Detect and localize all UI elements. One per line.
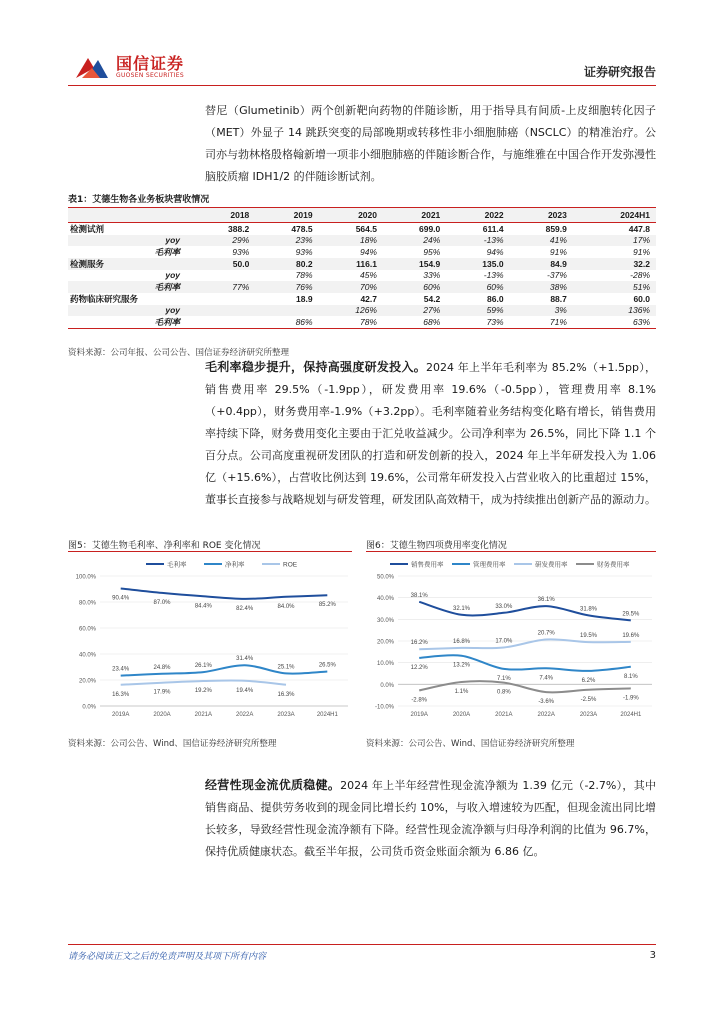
x-tick-label: 2019A bbox=[111, 712, 130, 718]
data-label: 17.0% bbox=[495, 638, 513, 645]
data-label: 1.1% bbox=[454, 688, 469, 695]
legend-label: ROE bbox=[283, 561, 298, 569]
table-cell: 91% bbox=[632, 246, 650, 257]
series-line-2 bbox=[121, 681, 286, 685]
data-label: 31.4% bbox=[236, 656, 254, 663]
data-label: 0.8% bbox=[496, 689, 511, 696]
y-tick-label: 60.0% bbox=[78, 626, 96, 633]
table-cell: 86.0 bbox=[487, 293, 504, 304]
y-tick-label: -10.0% bbox=[374, 704, 394, 711]
table-row bbox=[68, 235, 656, 246]
x-tick-label: 2024H1 bbox=[620, 712, 642, 718]
guosen-logo-icon bbox=[72, 54, 112, 82]
table-row-label: 药物临床研究服务 bbox=[70, 293, 139, 304]
fig5-source: 资料来源：公司公告、Wind、国信证券经济研究所整理 bbox=[68, 739, 277, 749]
table-cell: 50.0 bbox=[192, 258, 255, 270]
table-row-label: 毛利率 bbox=[154, 246, 180, 257]
table-cell: 126% bbox=[319, 305, 383, 316]
table-column-header: 2023 bbox=[510, 208, 573, 223]
table-cell: 41% bbox=[510, 235, 573, 246]
data-label: 87.0% bbox=[153, 599, 171, 606]
table-row bbox=[68, 293, 656, 305]
data-label: 17.9% bbox=[153, 689, 171, 696]
table-cell: 95% bbox=[423, 246, 441, 257]
table-row-label: 检测试剂 bbox=[70, 224, 105, 234]
table-cell: 29% bbox=[192, 235, 255, 246]
table-cell: 93% bbox=[295, 246, 313, 257]
data-label: 24.8% bbox=[153, 664, 171, 671]
table-cell: -28% bbox=[630, 270, 650, 281]
y-tick-label: 20.0% bbox=[78, 678, 96, 685]
table-row-label: 毛利率 bbox=[68, 316, 192, 329]
table-cell: 94% bbox=[359, 246, 377, 257]
table-column-header: 2022 bbox=[446, 208, 509, 223]
data-label: 25.1% bbox=[277, 664, 295, 671]
data-label: 13.2% bbox=[452, 662, 471, 669]
table-cell: 27% bbox=[383, 305, 446, 316]
table-cell: 93% bbox=[232, 246, 250, 257]
table-row-label: yoy bbox=[68, 235, 192, 246]
data-label: 38.1% bbox=[410, 592, 428, 599]
data-label: 29.5% bbox=[622, 611, 640, 618]
legend-label: 销售费用率 bbox=[411, 561, 444, 569]
data-label: -2.8% bbox=[411, 697, 428, 704]
table1-source: 资料来源：公司年报、公司公告、国信证券经济研究所整理 bbox=[68, 348, 290, 358]
x-tick-label: 2020A bbox=[153, 712, 171, 718]
data-label: 85.2% bbox=[318, 602, 336, 609]
table-cell: 24% bbox=[383, 235, 446, 246]
table-cell: 154.9 bbox=[383, 258, 446, 270]
table-cell: 84.9 bbox=[510, 258, 573, 270]
table-cell: 447.8 bbox=[628, 224, 650, 234]
table-header-row bbox=[68, 208, 656, 223]
table-header-empty bbox=[68, 208, 192, 223]
series-line-0 bbox=[121, 589, 328, 599]
x-tick-label: 2022A bbox=[235, 712, 254, 718]
x-tick-label: 2022A bbox=[537, 712, 555, 718]
y-tick-label: 100.0% bbox=[75, 574, 96, 581]
data-label: 6.2% bbox=[581, 677, 596, 684]
table-column-header: 2024H1 bbox=[573, 208, 656, 223]
table-row bbox=[68, 305, 656, 316]
table-cell: 17% bbox=[573, 235, 656, 246]
paragraph-body: 2024 年上半年毛利率为 85.2%（+1.5pp），销售费用率 29.5%（-1.9pp），研发费用率 19.6%（-0.5pp），管理费用率 8.1%（+0.4pp），财务费用率-1.9%（+3.2pp）。毛利率随着业务结构变化略有增长，销售费用率持续下降，财务费用变化主要由于汇兑收益减少。公司净利率为 26.5%，同比下降 1.1 个百分点。公司高度重视研发团队的打造和研发创新的投入，2024 年上半年研发投入为 1.06 亿（+15.6%），占营收比例达到 19.6%，公司常年研发投入占营业收入的比重超过 15%，董事长直接参与战略规划与研发管理，研发团队高效精干，成为持续推出创新产品的源动力。 bbox=[205, 361, 656, 506]
table-cell: -37% bbox=[547, 270, 567, 281]
data-label: 84.0% bbox=[277, 603, 295, 610]
table-cell: -13% bbox=[483, 270, 504, 281]
data-label: 19.5% bbox=[579, 633, 598, 640]
logo-chinese-name: 国信证券 bbox=[116, 54, 185, 73]
table-cell: 68% bbox=[383, 316, 446, 329]
table-cell: 60% bbox=[383, 281, 446, 293]
table-cell: 699.0 bbox=[419, 224, 441, 234]
table-cell: 60.0 bbox=[633, 293, 650, 304]
data-label: 36.1% bbox=[537, 597, 555, 604]
table-column-header: 2019 bbox=[255, 208, 318, 223]
table-cell: 51% bbox=[573, 281, 656, 293]
fig6-title-rule bbox=[366, 551, 656, 552]
data-label: 82.4% bbox=[236, 605, 254, 612]
table-cell: 78% bbox=[295, 270, 313, 281]
data-label: 20.7% bbox=[537, 630, 555, 637]
y-tick-label: 40.0% bbox=[78, 652, 96, 659]
table-cell: 859.9 bbox=[545, 224, 567, 234]
x-tick-label: 2024H1 bbox=[316, 712, 338, 718]
y-tick-label: 80.0% bbox=[78, 600, 96, 607]
table-cell bbox=[192, 305, 255, 316]
table-row bbox=[68, 223, 656, 236]
data-label: 84.4% bbox=[194, 603, 212, 610]
table-row bbox=[68, 281, 656, 293]
table-column-header: 2020 bbox=[319, 208, 383, 223]
data-label: 32.1% bbox=[452, 605, 471, 612]
table-cell: 91% bbox=[549, 246, 567, 257]
table-cell: 45% bbox=[359, 270, 377, 281]
table-cell: 54.2 bbox=[423, 293, 441, 304]
legend-label: 研发费用率 bbox=[535, 561, 568, 569]
data-label: 16.2% bbox=[410, 640, 428, 647]
paragraph-body: 2024 年上半年经营性现金流净额为 1.39 亿元（-2.7%），其中销售商品、提供劳务收到的现金同比增长约 10%，与收入增速较为匹配，但现金流出同比增长较多，导致经营性现金流净额有下降。经营性现金流净额与归母净利润的比值为 96.7%，保持优质健康状态。截至半年报，公司货币资金账面余额为 6.86 亿。 bbox=[205, 779, 656, 858]
table-row bbox=[68, 316, 656, 329]
data-label: 16.8% bbox=[452, 638, 471, 645]
table-cell: 42.7 bbox=[360, 293, 377, 304]
legend-label: 净利率 bbox=[225, 561, 245, 569]
series-line-3 bbox=[419, 681, 631, 692]
report-type-label: 证券研究报告 bbox=[583, 65, 656, 79]
data-label: 16.3% bbox=[277, 691, 295, 698]
table-cell: 564.5 bbox=[355, 224, 377, 234]
series-line-1 bbox=[121, 665, 328, 675]
x-tick-label: 2023A bbox=[277, 712, 295, 718]
logo-english-name: GUOSEN SECURITIES bbox=[116, 72, 185, 79]
data-label: -1.9% bbox=[622, 695, 639, 702]
table-cell: 33% bbox=[423, 270, 441, 281]
table-row-label: 检测服务 bbox=[68, 258, 192, 270]
legend-label: 财务费用率 bbox=[597, 561, 630, 569]
data-label: -2.5% bbox=[580, 696, 597, 703]
y-tick-label: 50.0% bbox=[376, 574, 394, 581]
data-label: 19.4% bbox=[236, 687, 254, 694]
table-cell bbox=[255, 305, 318, 316]
x-tick-label: 2021A bbox=[495, 712, 513, 718]
table-cell: 59% bbox=[446, 305, 509, 316]
x-tick-label: 2023A bbox=[579, 712, 598, 718]
paragraph-lead: 毛利率稳步提升，保持高强度研发投入。 bbox=[205, 360, 426, 374]
table-row bbox=[68, 258, 656, 270]
cashflow-paragraph bbox=[205, 774, 656, 863]
data-label: -3.6% bbox=[538, 699, 555, 706]
series-line-1 bbox=[419, 655, 631, 671]
y-tick-label: 30.0% bbox=[376, 617, 394, 624]
data-label: 33.0% bbox=[495, 603, 513, 610]
data-label: 31.8% bbox=[579, 606, 598, 613]
footer-disclaimer: 请务必阅读正文之后的免责声明及其项下所有内容 bbox=[68, 952, 267, 962]
table-cell: 38% bbox=[510, 281, 573, 293]
y-tick-label: 0.0% bbox=[82, 704, 96, 711]
table-cell: 71% bbox=[510, 316, 573, 329]
footer-divider bbox=[68, 944, 656, 945]
table-cell: 32.2 bbox=[573, 258, 656, 270]
data-label: 26.1% bbox=[194, 663, 212, 670]
table-cell: 60% bbox=[446, 281, 509, 293]
data-label: 16.3% bbox=[112, 691, 130, 698]
y-tick-label: 40.0% bbox=[376, 596, 394, 603]
table-cell: 611.4 bbox=[482, 224, 504, 234]
table-cell: 88.7 bbox=[550, 293, 567, 304]
data-label: 7.1% bbox=[496, 675, 511, 682]
table-cell: 73% bbox=[446, 316, 509, 329]
fig6-source: 资料来源：公司公告、Wind、国信证券经济研究所整理 bbox=[366, 739, 575, 749]
table-cell: 3% bbox=[510, 305, 573, 316]
fig5-title: 图5：艾德生物毛利率、净利率和 ROE 变化情况 bbox=[68, 541, 261, 551]
table-row-label: yoy bbox=[68, 305, 192, 316]
data-label: 90.4% bbox=[112, 595, 130, 602]
table-column-header: 2021 bbox=[383, 208, 446, 223]
y-tick-label: 0.0% bbox=[380, 682, 394, 689]
table-cell: 76% bbox=[255, 281, 318, 293]
page-number: 3 bbox=[649, 950, 656, 961]
table-cell: 94% bbox=[486, 246, 504, 257]
table-cell: 18.9 bbox=[296, 293, 313, 304]
data-label: 8.1% bbox=[623, 673, 638, 680]
y-tick-label: 20.0% bbox=[376, 639, 394, 646]
table-cell: 63% bbox=[573, 316, 656, 329]
table-cell: 23% bbox=[255, 235, 318, 246]
legend-label: 毛利率 bbox=[167, 561, 187, 569]
table-cell: 478.5 bbox=[291, 224, 313, 234]
fig5-title-rule bbox=[68, 551, 352, 552]
table-cell bbox=[192, 316, 255, 329]
table-row bbox=[68, 246, 656, 258]
table-cell: 70% bbox=[319, 281, 383, 293]
y-tick-label: 10.0% bbox=[376, 661, 394, 668]
x-tick-label: 2021A bbox=[194, 712, 213, 718]
x-tick-label: 2019A bbox=[410, 712, 428, 718]
legend-label: 管理费用率 bbox=[473, 561, 506, 569]
table-row bbox=[68, 270, 656, 281]
table-cell: 136% bbox=[573, 305, 656, 316]
data-label: 19.2% bbox=[194, 688, 212, 695]
table-cell: 77% bbox=[192, 281, 255, 293]
table-cell: -13% bbox=[446, 235, 509, 246]
table-row-label: 毛利率 bbox=[68, 281, 192, 293]
table-cell: 388.2 bbox=[228, 224, 250, 234]
table-cell: 78% bbox=[319, 316, 383, 329]
x-tick-label: 2020A bbox=[452, 712, 471, 718]
fig5-margin-roe-chart bbox=[68, 556, 352, 726]
paragraph-lead: 经营性现金流优质稳健。 bbox=[205, 778, 341, 792]
table-cell: 80.2 bbox=[255, 258, 318, 270]
fig6-expense-ratio-chart bbox=[366, 556, 656, 726]
table-cell: 18% bbox=[319, 235, 383, 246]
table-row-label: yoy bbox=[165, 270, 180, 281]
table-cell: 86% bbox=[255, 316, 318, 329]
table1-title: 表1：艾德生物各业务板块营收情况 bbox=[68, 195, 210, 205]
table-cell: 116.1 bbox=[319, 258, 383, 270]
table-cell: 135.0 bbox=[446, 258, 509, 270]
segment-revenue-table bbox=[68, 207, 656, 329]
data-label: 26.5% bbox=[318, 662, 336, 669]
series-line-0 bbox=[419, 602, 631, 621]
data-label: 19.6% bbox=[622, 632, 640, 639]
table-cell bbox=[192, 270, 255, 281]
table-column-header: 2018 bbox=[192, 208, 255, 223]
data-label: 23.4% bbox=[112, 666, 130, 673]
table-cell bbox=[192, 293, 255, 305]
header-divider bbox=[68, 85, 656, 86]
margin-rd-paragraph bbox=[205, 356, 656, 511]
data-label: 7.4% bbox=[539, 675, 554, 682]
fig6-title: 图6：艾德生物四项费用率变化情况 bbox=[366, 541, 507, 551]
data-label: 12.2% bbox=[410, 664, 428, 671]
intro-paragraph: 替尼（Glumetinib）两个创新靶向药物的伴随诊断，用于指导具有间质-上皮细胞转化因子（MET）外显子 14 跳跃突变的局部晚期或转移性非小细胞肺癌（NSCLC）的精准治疗。公司亦与勃林格殷格翰新增一项非小细胞肺癌的伴随诊断合作，与施维雅在中国合作开发弥漫性脑胶质瘤 IDH1/2 的伴随诊断试剂。 bbox=[205, 104, 656, 183]
